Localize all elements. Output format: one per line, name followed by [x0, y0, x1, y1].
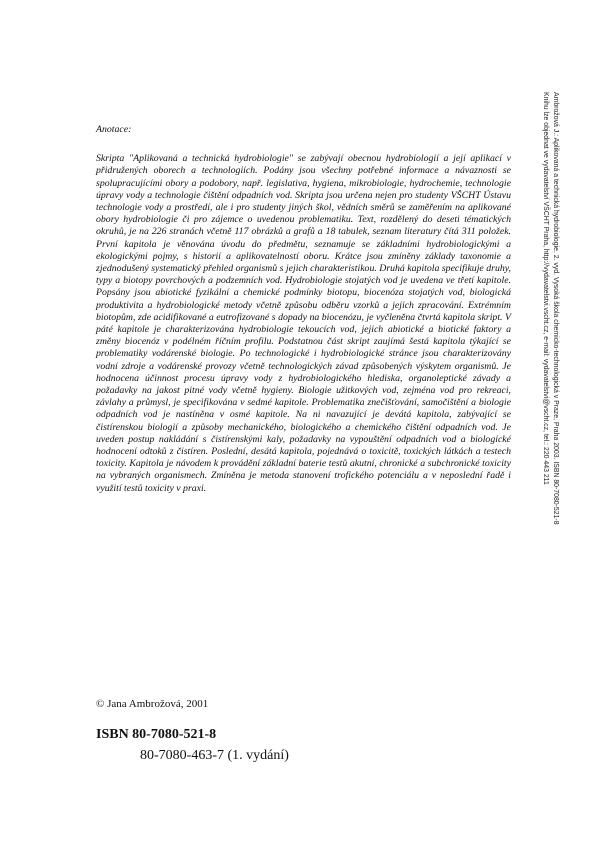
annotation-text: Skripta "Aplikovaná a technická hydrobiologie" se zabývají obecnou hydrobiologií a její aplikací v přidružených oborech a technologiích. Podány jsou všechny potřebné informace a návaznosti se spolupracujícími obory a podobory, např. legislativa, hygiena, mikrobiologie, hydrochemie, technologie úpravy vody a technologie čištění odpadních vod. Skripta jsou určena nejen pro studenty VŠCHT Ústavu technologie vody a prostředí, ale i pro studenty jiných škol, vědních směrů se zaměřením na aplikované obory hydrobiologie či pro zájemce o uvedenou problematiku. Text, rozdělený do deseti tématických okruhů, je na 226 stranách včetně 117 obrázků a grafů a 18 tabulek, seznam literatury čítá 311 položek. První kapitola je věnována úvodu do předmětu, seznamuje se základními hydrobiologickými a ekologickými pojmy, s historií a aplikovatelností oboru. Krátce jsou zmíněny základy taxonomie a zjednodušený systematický přehled organismů s jejich charakteristikou. Druhá kapitola specifikuje druhy, typy a biotopy povrchových a podzemních vod. Hydrobiologie stojatých vod je uvedena ve třetí kapitole. Popsány jsou abiotické fyzikální a chemické podmínky biotopu, biocenóza stojatých vod, biologická produktivita a hydrobiologické metody včetně způsobu odběru vzorků a jejich zpracování. Extrémním biotopům, zde acidifikované a eutrofizované s dopady na biocenózu, je vyčleněna čtvrtá kapitola skript. V páté kapitole je charakterizována hydrobiologie tekoucích vod, jejich abiotické a biotické faktory a změny biocenóz v podélném říčním profilu. Podstatnou část skript zaujímá šestá kapitola týkající se problematiky vodárenské biologie. Po technologické i hydrobiologické stránce jsou charakterizovány vodní zdroje a vodárenské provozy včetně technologických závad způsobených výskytem organismů. Je hodnocena účinnost procesu úpravy vody z hydrobiologického hlediska, organoleptické závady a požadavky na jakost pitné vody včetně hygieny. Biologie užitkových vod, zejména vod pro rekreaci, závlahy a průmysl, je specifikována v sedmé kapitole. Problematika znečišťování, samočištění a biologie odpadních vod je nastíněna v osmé kapitole. Na ni navazující je devátá kapitola, zabývající se čistírenskou biologií a způsoby mechanického, biologického a chemického čištění odpadních vod. Je uveden postup nakládání s čistírenskými kaly, požadavky na vypouštění odpadních vod a biologické hodnocení odtoků z čistíren. Poslední, desátá kapitola, pojednává o toxicitě, toxických látkách a testech toxicity. Kapitola je návodem k provádění základní baterie testů akutní, chronické a subchronické toxicity na vybraných organismech. Zmíněna je metoda stanovení trofického potenciálu a v neposlední řadě i využití testů toxicity v praxi.: [96, 153, 511, 494]
side-bibliographic-note: [540, 92, 560, 612]
isbn-primary: ISBN 80-7080-521-8: [96, 727, 217, 742]
copyright-notice: © Jana Ambrožová, 2001: [96, 698, 209, 710]
isbn-secondary: 80-7080-463-7 (1. vydání): [140, 748, 289, 763]
side-note-line-1: Ambrožová J.: Aplikovaná a technická hydrobiologie. 2. vyd. Vysoká škola chemicko-technologická v Praze, Praha 2003. ISBN 80-7080-521-8: [552, 92, 559, 525]
side-note-line-2: Knihu lze objednat ve vydavatelství VŠCHT Praha, http://vydavatelstvi.vscht.cz, e-mail: vydavatelstvi@vscht.cz, tel.: 220 443 211: [542, 92, 549, 485]
annotation-label: Anotace:: [96, 124, 132, 135]
annotation-section: [96, 124, 511, 495]
